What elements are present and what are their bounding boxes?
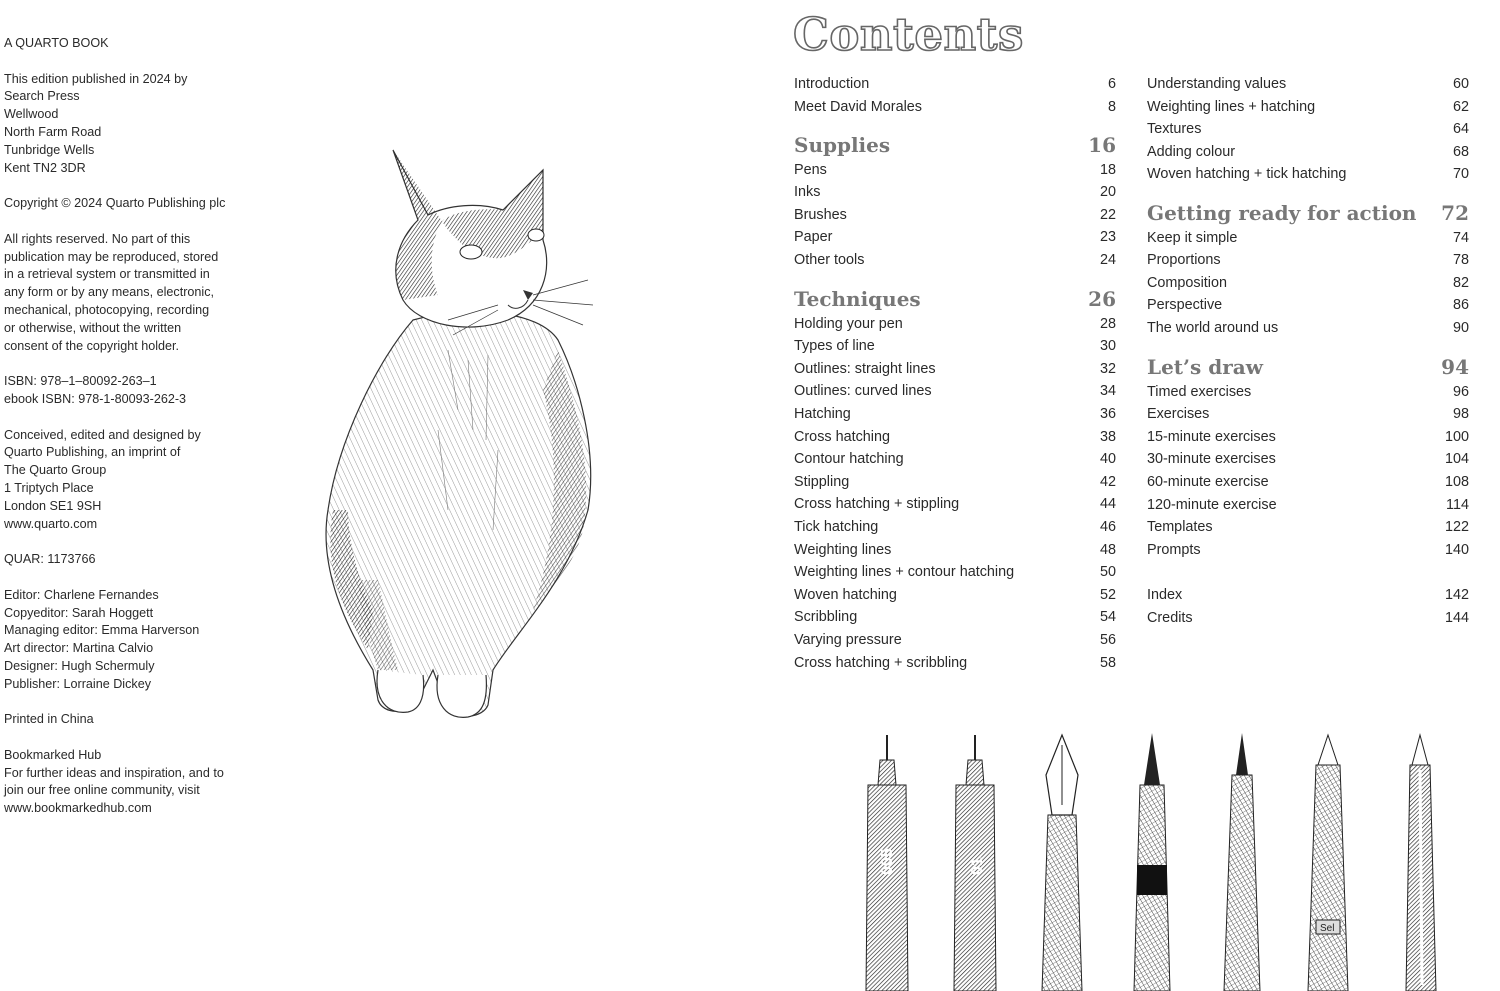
- toc-entry: [794, 448, 1116, 470]
- toc-entry-label: Weighting lines + hatching: [1147, 98, 1316, 115]
- toc-page-number: 42: [1099, 473, 1116, 490]
- toc-entry: [1147, 448, 1469, 470]
- toc-page-number: 52: [1099, 586, 1116, 603]
- toc-page-number: 94: [1441, 355, 1469, 379]
- pencil-pen-icon: [1406, 735, 1436, 991]
- toc-page-number: 16: [1088, 133, 1116, 157]
- toc-entry: [794, 652, 1116, 674]
- toc-entry: [1147, 471, 1469, 493]
- toc-page-number: 26: [1088, 287, 1116, 311]
- imprint-line: QUAR: 1173766: [4, 552, 96, 567]
- imprint-line: Quarto Publishing, an imprint of: [4, 445, 181, 460]
- toc-page-number: 22: [1099, 206, 1116, 223]
- imprint-line: Printed in China: [4, 712, 94, 727]
- toc-entry-label: Introduction: [794, 76, 870, 92]
- toc-page-number: 40: [1099, 451, 1116, 468]
- toc-entry: [794, 606, 1116, 628]
- imprint-line: Conceived, edited and designed by: [4, 427, 201, 442]
- toc-section-label: Getting ready for action: [1147, 201, 1417, 225]
- toc-entry: [794, 73, 1116, 95]
- imprint-line: Kent TN2 3DR: [4, 160, 86, 175]
- toc-entry-label: Brushes: [794, 206, 847, 223]
- fineliner-pen-icon: [954, 735, 996, 991]
- pen-label: Sel: [1320, 923, 1335, 934]
- toc-entry: [794, 380, 1116, 402]
- toc-section-label: Supplies: [794, 133, 891, 157]
- toc-entry-label: Woven hatching: [794, 586, 897, 603]
- toc-entry-label: Credits: [1147, 609, 1193, 626]
- imprint-line: Designer: Hugh Schermuly: [4, 658, 155, 673]
- imprint-line: Editor: Charlene Fernandes: [4, 587, 159, 602]
- toc-entry-label: Keep it simple: [1147, 229, 1238, 246]
- toc-page-number: 96: [1452, 383, 1469, 400]
- toc-entry-label: Inks: [794, 184, 821, 201]
- contents-title: Contents: [793, 8, 1024, 61]
- toc-entry-label: Cross hatching: [794, 428, 890, 445]
- toc-page-number: 30: [1099, 338, 1116, 355]
- toc-page-number: 46: [1099, 519, 1116, 535]
- imprint-line: mechanical, photocopying, recording: [4, 302, 210, 317]
- toc-page-number: 44: [1099, 496, 1116, 513]
- toc-entry: [794, 313, 1116, 335]
- toc-entry-label: Templates: [1147, 519, 1213, 536]
- imprint-line: This edition published in 2024 by: [4, 71, 188, 86]
- toc-entry: [1147, 403, 1469, 425]
- imprint-page: [4, 35, 264, 836]
- imprint-line: A QUARTO BOOK: [4, 36, 109, 50]
- toc-entry-label: Outlines: curved lines: [794, 383, 932, 400]
- toc-entry-label: Pens: [794, 161, 827, 178]
- toc-entry-label: Weighting lines: [794, 541, 892, 558]
- imprint-line: www.bookmarkedhub.com: [4, 801, 152, 816]
- imprint-line: 1 Triptych Place: [4, 480, 94, 495]
- toc-page-number: 50: [1099, 564, 1116, 581]
- toc-entry-label: Proportions: [1147, 252, 1221, 269]
- toc-page-number: 144: [1444, 609, 1469, 626]
- toc-entry: [794, 471, 1116, 493]
- toc-entry: [1147, 272, 1469, 294]
- toc-entry-label: Varying pressure: [794, 632, 902, 648]
- toc-entry: [794, 584, 1116, 606]
- pens-illustration: [850, 725, 1450, 991]
- imprint-line: Copyright © 2024 Quarto Publishing plc: [4, 196, 226, 211]
- imprint-line: publication may be reproduced, stored: [4, 249, 219, 264]
- toc-page-number: 90: [1452, 320, 1469, 336]
- toc-entry: [1147, 381, 1469, 403]
- toc-entry-label: Other tools: [794, 252, 865, 268]
- toc-page-number: 20: [1099, 184, 1116, 201]
- toc-page-number: 86: [1452, 297, 1469, 314]
- imprint-line: or otherwise, without the written: [4, 320, 182, 335]
- toc-entry-label: Meet David Morales: [794, 98, 922, 115]
- toc-entry: [794, 403, 1116, 425]
- toc-entry-label: Timed exercises: [1147, 383, 1252, 400]
- imprint-line: Wellwood: [4, 107, 59, 122]
- pen-label: 01: [969, 857, 986, 875]
- toc-entry-label: Textures: [1147, 121, 1202, 138]
- cat-illustration: [318, 110, 598, 722]
- toc-entry-label: Cross hatching + stippling: [794, 496, 960, 513]
- toc-entry-label: Prompts: [1147, 541, 1201, 558]
- toc-entry: [1147, 317, 1469, 339]
- toc-entry-label: Stippling: [794, 473, 850, 490]
- imprint-line: ebook ISBN: 978-1-80093-262-3: [4, 391, 187, 406]
- toc-entry-label: Index: [1147, 587, 1183, 603]
- toc-entry: [1147, 494, 1469, 516]
- brush-pen-icon: [1134, 733, 1170, 991]
- toc-entry: [1147, 227, 1469, 249]
- imprint-line: For further ideas and inspiration, and to: [4, 765, 224, 780]
- toc-entry: [794, 426, 1116, 448]
- toc-entry-label: Hatching: [794, 406, 851, 422]
- toc-page-number: 38: [1099, 428, 1116, 445]
- toc-entry: [794, 629, 1116, 651]
- toc-page-number: 28: [1099, 315, 1116, 332]
- toc-entry: [1147, 426, 1469, 448]
- imprint-line: The Quarto Group: [4, 463, 107, 478]
- toc-page-number: 62: [1452, 98, 1469, 115]
- imprint-line: Search Press: [4, 89, 80, 104]
- toc-entry-label: Perspective: [1147, 297, 1223, 314]
- imprint-line: Copyeditor: Sarah Hoggett: [4, 605, 154, 620]
- toc-entry: [1147, 539, 1469, 561]
- toc-entry-label: Woven hatching + tick hatching: [1147, 166, 1347, 183]
- toc-page-number: 98: [1452, 406, 1469, 423]
- toc-entry: [1147, 141, 1469, 163]
- toc-entry-label: Types of line: [794, 338, 875, 355]
- toc-entry-label: Exercises: [1147, 406, 1210, 423]
- toc-page-number: 104: [1444, 451, 1469, 468]
- toc-page-number: 68: [1452, 143, 1469, 160]
- toc-entry-label: Outlines: straight lines: [794, 360, 936, 377]
- toc-entry: [794, 204, 1116, 226]
- toc-page-number: 34: [1099, 383, 1116, 400]
- toc-entry-label: Tick hatching: [794, 519, 879, 535]
- imprint-line: www.quarto.com: [4, 516, 98, 531]
- toc-entry-label: Adding colour: [1147, 143, 1236, 160]
- toc-entry: [794, 561, 1116, 583]
- toc-entry-label: Understanding values: [1147, 76, 1287, 92]
- toc-entry-label: Contour hatching: [794, 451, 904, 468]
- marker-pen-icon: [1224, 733, 1260, 991]
- toc-page-number: 6: [1107, 76, 1116, 92]
- toc-page-number: 32: [1099, 360, 1116, 377]
- toc-page-number: 74: [1452, 229, 1469, 246]
- toc-page-number: 114: [1446, 496, 1469, 513]
- toc-entry: [794, 159, 1116, 181]
- toc-entry: [794, 493, 1116, 515]
- toc-page-number: 58: [1099, 654, 1116, 671]
- toc-entry-label: The world around us: [1147, 320, 1279, 336]
- toc-entry-label: Composition: [1147, 274, 1227, 291]
- toc-entry: [794, 516, 1116, 538]
- toc-page-number: 18: [1099, 161, 1116, 178]
- toc-entry-label: Weighting lines + contour hatching: [794, 564, 1015, 581]
- gel-pen-icon: [1308, 735, 1348, 991]
- toc-entry: [1147, 163, 1469, 185]
- toc-entry: [1147, 584, 1469, 606]
- toc-entry: [794, 539, 1116, 561]
- toc-page-number: 48: [1099, 541, 1116, 558]
- toc-page-number: 8: [1107, 98, 1116, 115]
- toc-page-number: 60: [1452, 76, 1469, 92]
- toc-left-column: [794, 73, 1116, 683]
- toc-entry: [794, 358, 1116, 380]
- toc-entry: [1147, 118, 1469, 140]
- imprint-line: North Farm Road: [4, 124, 102, 139]
- imprint-line: Tunbridge Wells: [4, 142, 95, 157]
- toc-entry: [1147, 516, 1469, 538]
- imprint-line: any form or by any means, electronic,: [4, 285, 214, 300]
- fineliner-pen-icon: [866, 735, 908, 991]
- toc-page-number: 140: [1444, 541, 1469, 558]
- toc-entry-label: 120-minute exercise: [1147, 496, 1277, 513]
- toc-entry-label: 30-minute exercises: [1147, 451, 1276, 468]
- toc-entry: [794, 181, 1116, 203]
- toc-page-number: 72: [1441, 201, 1469, 225]
- imprint-line: ISBN: 978–1–80092-263–1: [4, 374, 157, 389]
- toc-page-number: 24: [1099, 252, 1116, 268]
- toc-entry: [1147, 249, 1469, 271]
- toc-entry-label: Paper: [794, 229, 833, 246]
- toc-entry-label: Cross hatching + scribbling: [794, 654, 968, 671]
- toc-page-number: 122: [1444, 519, 1469, 536]
- toc-entry: [1147, 73, 1469, 95]
- toc-section-label: Let’s draw: [1147, 355, 1263, 379]
- toc-entry-label: 15-minute exercises: [1147, 428, 1276, 445]
- toc-entry: [794, 226, 1116, 248]
- toc-right-column: [1147, 73, 1469, 633]
- toc-entry: [794, 96, 1116, 118]
- imprint-line: consent of the copyright holder.: [4, 338, 180, 353]
- toc-entry-label: 60-minute exercise: [1147, 474, 1269, 490]
- toc-section-heading: [794, 285, 1116, 313]
- imprint-line: Art director: Martina Calvio: [4, 641, 154, 656]
- toc-section-heading: [1147, 199, 1469, 227]
- toc-page-number: 56: [1099, 632, 1116, 648]
- fountain-pen-icon: [1042, 735, 1082, 991]
- imprint-line: join our free online community, visit: [4, 783, 200, 798]
- imprint-line: in a retrieval system or transmitted in: [4, 267, 210, 282]
- toc-page-number: 64: [1452, 121, 1469, 138]
- toc-page-number: 54: [1099, 609, 1116, 626]
- toc-entry-label: Scribbling: [794, 609, 858, 626]
- imprint-line: All rights reserved. No part of this: [4, 231, 191, 246]
- toc-page-number: 78: [1452, 252, 1469, 269]
- pen-label: 005: [879, 848, 896, 875]
- imprint-line: London SE1 9SH: [4, 498, 102, 513]
- toc-page-number: 36: [1099, 406, 1116, 422]
- toc-entry: [1147, 607, 1469, 629]
- imprint-line: Bookmarked Hub: [4, 747, 102, 762]
- toc-entry: [794, 249, 1116, 271]
- toc-page-number: 82: [1452, 274, 1469, 291]
- toc-entry: [1147, 96, 1469, 118]
- toc-section-heading: [1147, 353, 1469, 381]
- toc-entry: [794, 335, 1116, 357]
- toc-page-number: 70: [1452, 166, 1469, 183]
- toc-page-number: 23: [1099, 229, 1116, 246]
- toc-entry: [1147, 294, 1469, 316]
- imprint-line: Publisher: Lorraine Dickey: [4, 676, 151, 691]
- toc-page-number: 100: [1444, 428, 1469, 445]
- toc-page-number: 108: [1444, 474, 1469, 490]
- toc-section-heading: [794, 131, 1116, 159]
- toc-section-label: Techniques: [794, 287, 921, 311]
- toc-page-number: 142: [1444, 587, 1469, 603]
- imprint-line: Managing editor: Emma Harverson: [4, 623, 200, 638]
- toc-entry-label: Holding your pen: [794, 315, 903, 332]
